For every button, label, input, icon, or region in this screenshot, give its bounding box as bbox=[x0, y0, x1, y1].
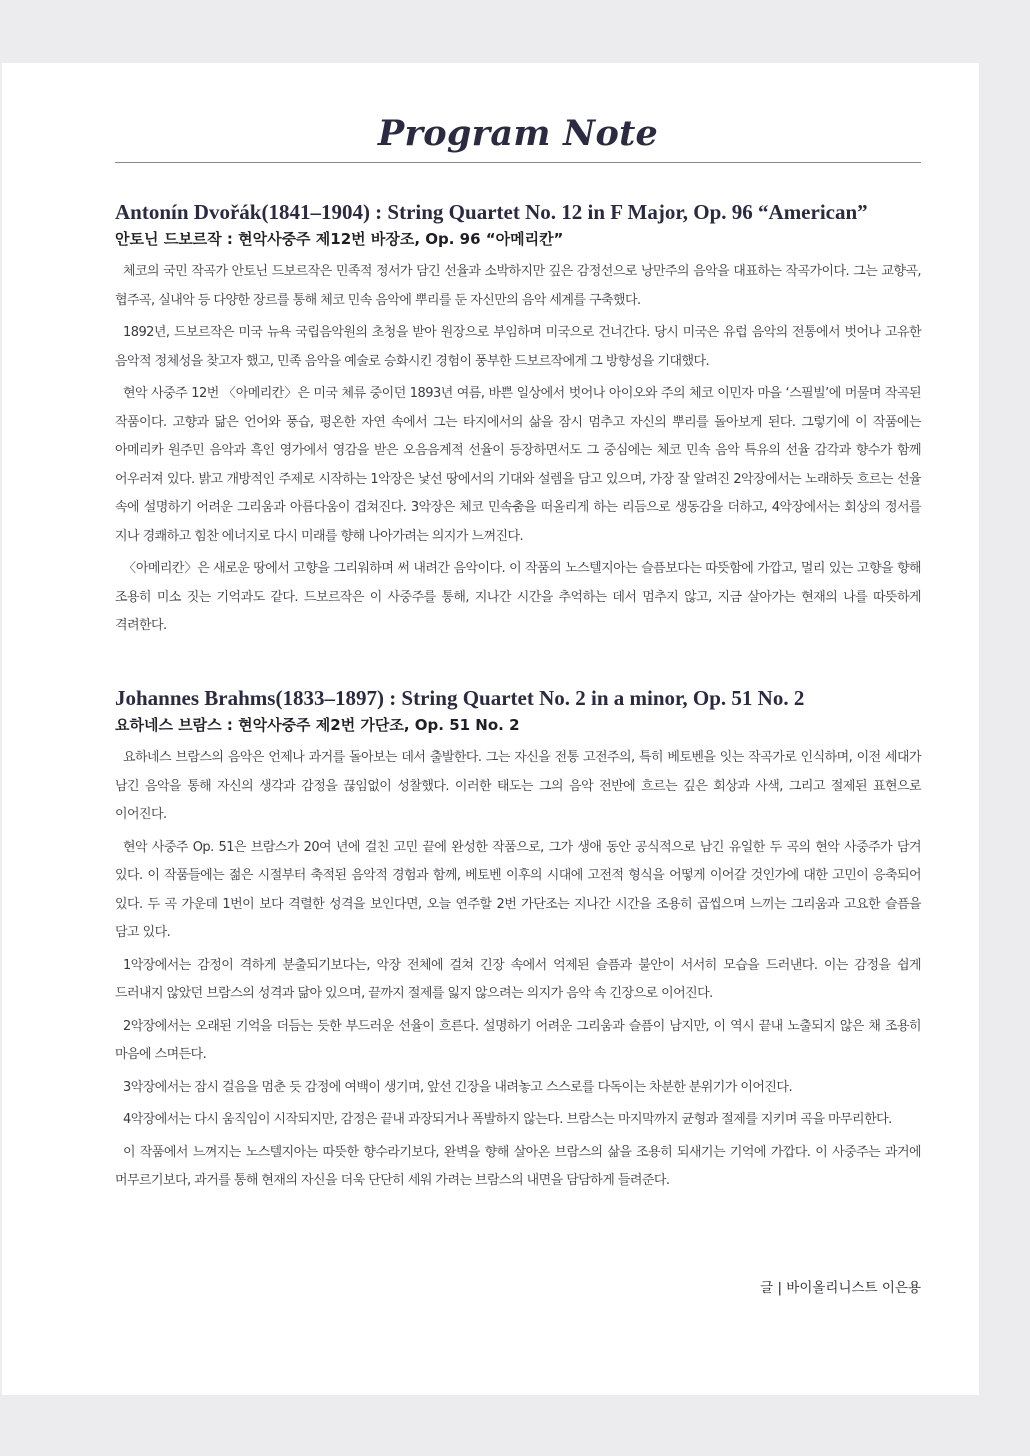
paragraph: 〈아메리칸〉은 새로운 땅에서 고향을 그리워하며 써 내려간 음악이다. 이 작품의 노스텔지아는 슬픔보다는 따뜻함에 가깝고, 멀리 있는 고향을 향해 조용히 미소 짓는 기억과도 같다. 드보르작은 이 사중주를 통해, 지나간 시간을 추억하는 데서 멈추지 않고, 지금 살아가는 현재의 나를 따뜻하게 격려한다. bbox=[115, 561, 921, 633]
work-title-english: Johannes Brahms(1833–1897) : String Quartet No. 2 in a minor, Op. 51 No. 2 bbox=[115, 686, 805, 710]
paragraph: 현악 사중주 12번 〈아메리칸〉은 미국 체류 중이던 1893년 여름, 바쁜 일상에서 벗어나 아이오와 주의 체코 이민자 마을 ‘스필빌’에 머물며 작곡된 작품이다. 고향과 닮은 언어와 풍습, 평온한 자연 속에서 그는 타지에서의 삶을 잠시 멈추고 자신의 뿌리를 돌아보게 된다. 그렇기에 이 작품에는 아메리카 원주민 음악과 흑인 영가에서 영감을 받은 오음음계적 선율이 등장하면서도 그 중심에는 체코 민속 음악 특유의 선율 감각과 향수가 함께 어우러져 있다. 밝고 개방적인 주제로 시작하는 1악장은 낯선 땅에서의 기대와 설렘을 담고 있으며, 가장 잘 알려진 2악장에서는 노래하듯 흐르는 선율 속에 설명하기 어려운 그리움과 아름다움이 겹쳐진다. 3악장은 체코 민속춤을 떠올리게 하는 리듬으로 생동감을 더하고, 4악장에서는 회상의 정서를 지나 경쾌하고 힘찬 에너지로 다시 미래를 향해 나아가려는 의지가 느껴진다. bbox=[115, 386, 921, 544]
paragraph: 4악장에서는 다시 움직임이 시작되지만, 감정은 끝내 과장되거나 폭발하지 않는다. 브람스는 마지막까지 균형과 절제를 지키며 곡을 마무리한다. bbox=[123, 1112, 892, 1127]
paragraph: 1892년, 드보르작은 미국 뉴욕 국립음악원의 초청을 받아 원장으로 부임하며 미국으로 건너간다. 당시 미국은 유럽 음악의 전통에서 벗어나 고유한 음악적 정체성을 찾고자 했고, 민족 음악을 예술로 승화시킨 경험이 풍부한 드보르작에게 그 방향성을 기대했다. bbox=[115, 325, 921, 369]
author-credit: 글 | 바이올리니스트 이은용 bbox=[760, 1280, 921, 1296]
paragraph: 요하네스 브람스의 음악은 언제나 과거를 돌아보는 데서 출발한다. 그는 자신을 전통 고전주의, 특히 베토벤을 잇는 작곡가로 인식하며, 이전 세대가 남긴 음악을 통해 자신의 생각과 감정을 끊임없이 성찰했다. 이러한 태도는 그의 음악 전반에 흐르는 깊은 회상과 사색, 그리고 절제된 표현으로 이어진다. bbox=[115, 750, 921, 822]
dvorak-section bbox=[115, 198, 921, 645]
page-sheet bbox=[2, 63, 979, 1395]
paragraph: 현악 사중주 Op. 51은 브람스가 20여 년에 걸친 고민 끝에 완성한 작품으로, 그가 생애 동안 공식적으로 남긴 유일한 두 곡의 현악 사중주가 담겨 있다. 이 작품들에는 젊은 시절부터 축적된 음악적 경험과 함께, 베토벤 이후의 시대에 고전적 형식을 어떻게 이어갈 것인가에 대한 고민이 응축되어 있다. 두 곡 가운데 1번이 보다 격렬한 성격을 보인다면, 오늘 연주할 2번 가단조는 지나간 시간을 조용히 곱씹으며 느끼는 그리움과 고요한 슬픔을 담고 있다. bbox=[115, 839, 921, 940]
brahms-section bbox=[115, 684, 921, 1200]
work-title-english: Antonín Dvořák(1841–1904) : String Quartet No. 12 in F Major, Op. 96 “American” bbox=[115, 200, 868, 224]
work-title-korean: 안토닌 드보르작 : 현악사중주 제12번 바장조, Op. 96 “아메리칸” bbox=[115, 230, 564, 248]
paragraph: 1악장에서는 감정이 격하게 분출되기보다는, 악장 전체에 걸쳐 긴장 속에서 억제된 슬픔과 불안이 서서히 모습을 드러낸다. 이는 감정을 쉽게 드러내지 않았던 브람스의 성격과 닮아 있으며, 끝까지 절제를 잃지 않으려는 의지가 음악 속 긴장으로 이어진다. bbox=[115, 957, 921, 1001]
paragraph: 이 작품에서 느껴지는 노스텔지아는 따뜻한 향수라기보다, 완벽을 향해 살아온 브람스의 삶을 조용히 되새기는 기억에 가깝다. 이 사중주는 과거에 머무르기보다, 과거를 통해 현재의 자신을 더욱 단단히 세워 가려는 브람스의 내면을 담담하게 들려준다. bbox=[115, 1144, 921, 1188]
paragraph: 2악장에서는 오래된 기억을 더듬는 듯한 부드러운 선율이 흐른다. 설명하기 어려운 그리움과 슬픔이 남지만, 이 역시 끝내 노출되지 않은 채 조용히 마음에 스며든다. bbox=[115, 1018, 921, 1062]
page-title: Program Note bbox=[377, 113, 659, 154]
paragraph: 체코의 국민 작곡가 안토닌 드보르작은 민족적 정서가 담긴 선율과 소박하지만 깊은 감정선으로 낭만주의 음악을 대표하는 작곡가이다. 그는 교향곡, 협주곡, 실내악 등 다양한 장르를 통해 체코 민속 음악에 뿌리를 둔 자신만의 음악 세계를 구축했다. bbox=[115, 264, 921, 308]
title-divider bbox=[115, 162, 921, 163]
work-title-korean: 요하네스 브람스 : 현악사중주 제2번 가단조, Op. 51 No. 2 bbox=[115, 716, 520, 734]
paragraph: 3악장에서는 잠시 걸음을 멈춘 듯 감정에 여백이 생기며, 앞선 긴장을 내려놓고 스스로를 다독이는 차분한 분위기가 이어진다. bbox=[123, 1079, 793, 1095]
